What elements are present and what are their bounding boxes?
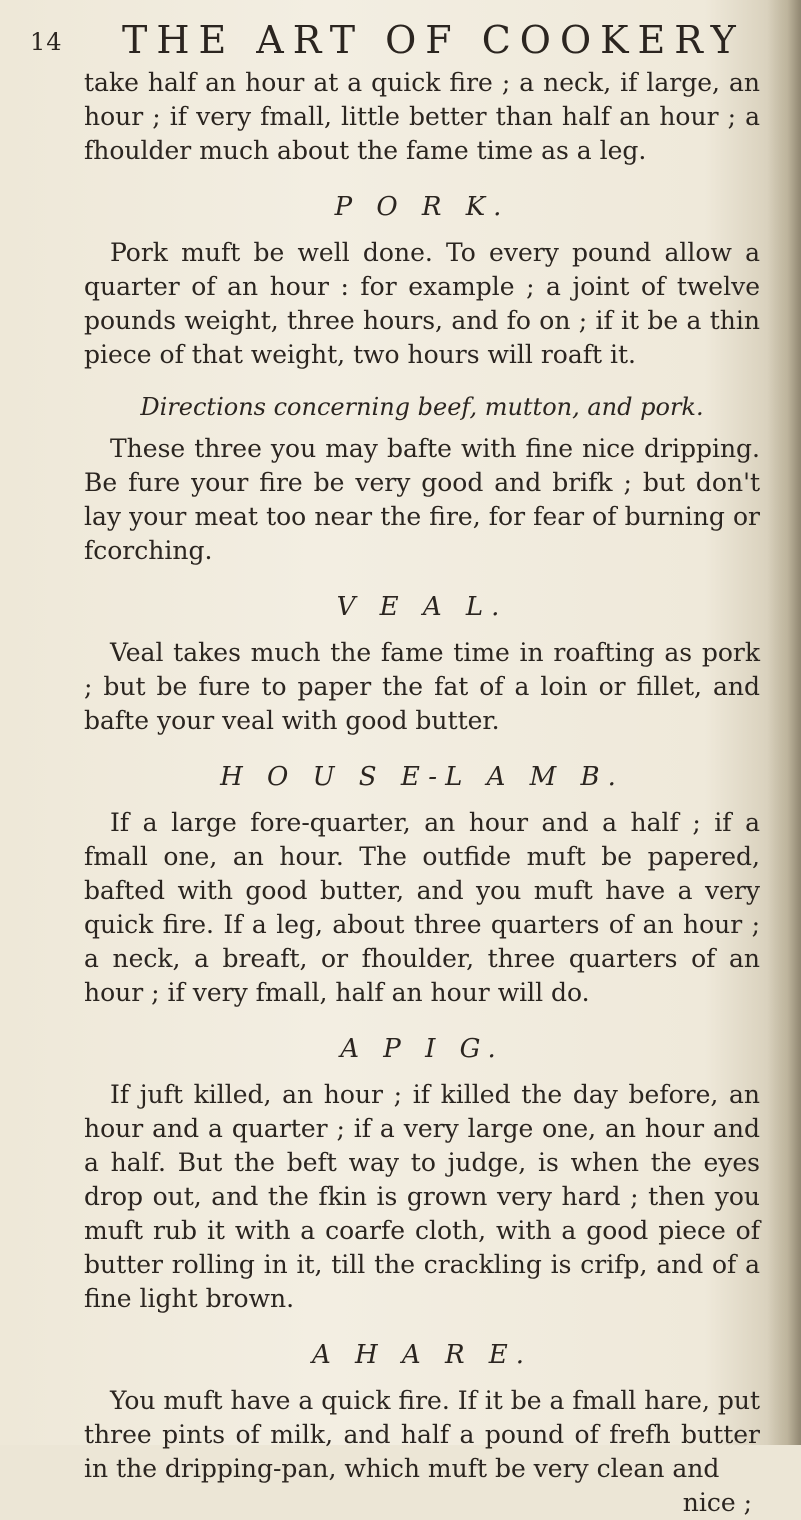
body-text bbox=[84, 66, 760, 1520]
heading-veal: V E A L. bbox=[336, 592, 508, 622]
running-title: THE ART OF COOKERY bbox=[122, 18, 745, 62]
page-number: 14 bbox=[30, 28, 63, 56]
heading-directions: Directions concerning beef, mutton, and pork. bbox=[140, 393, 704, 421]
paragraph-pig: If juft killed, an hour ; if killed the day before, an hour and a quarter ; if a very large one, an hour and a half. But the beft way to judge, is when the eyes drop out, and the fkin is grown very hard ; then you muft rub it with a coarfe cloth, with a good piece of butter rolling in it, till the crackling is crifp, and of a fine light brown. bbox=[84, 1080, 760, 1313]
paragraph-veal: Veal takes much the fame time in roafting as pork ; but be fure to paper the fat of a loin or fillet, and bafte your veal with good butter. bbox=[84, 638, 760, 735]
heading-pork: P O R K. bbox=[334, 192, 510, 222]
heading-house-lamb: H O U S E-L A M B. bbox=[220, 762, 624, 792]
paragraph-directions: These three you may bafte with fine nice dripping. Be fure your fire be very good and brifk ; but don't lay your meat too near the fire, for fear of burning or fcorching. bbox=[84, 434, 760, 565]
page-edge-shadow bbox=[767, 0, 801, 1445]
paragraph-house-lamb: If a large fore-quarter, an hour and a half ; if a fmall one, an hour. The outfide muft be papered, bafted with good butter, and you muft have a very quick fire. If a leg, about three quarters of an hour ; a neck, a breaft, or fhoulder, three quarters of an hour ; if very fmall, half an hour will do. bbox=[84, 808, 760, 1007]
paragraph-pork: Pork muft be well done. To every pound allow a quarter of an hour : for example ; a joint of twelve pounds weight, three hours, and fo on ; if it be a thin piece of that weight, two hours will roaft it. bbox=[84, 238, 760, 369]
paragraph-hare-end: nice ; bbox=[682, 1488, 752, 1517]
page-header bbox=[30, 14, 770, 64]
heading-hare: A H A R E. bbox=[311, 1340, 533, 1370]
paragraph-hare: You muft have a quick fire. If it be a fmall hare, put three pints of milk, and half a pound of frefh butter in the dripping-pan, which muft be very clean and bbox=[84, 1386, 760, 1483]
heading-pig: A P I G. bbox=[340, 1034, 504, 1064]
paragraph-continuation: take half an hour at a quick fire ; a neck, if large, an hour ; if very fmall, little better than half an hour ; a fhoulder much about the fame time as a leg. bbox=[84, 68, 760, 165]
